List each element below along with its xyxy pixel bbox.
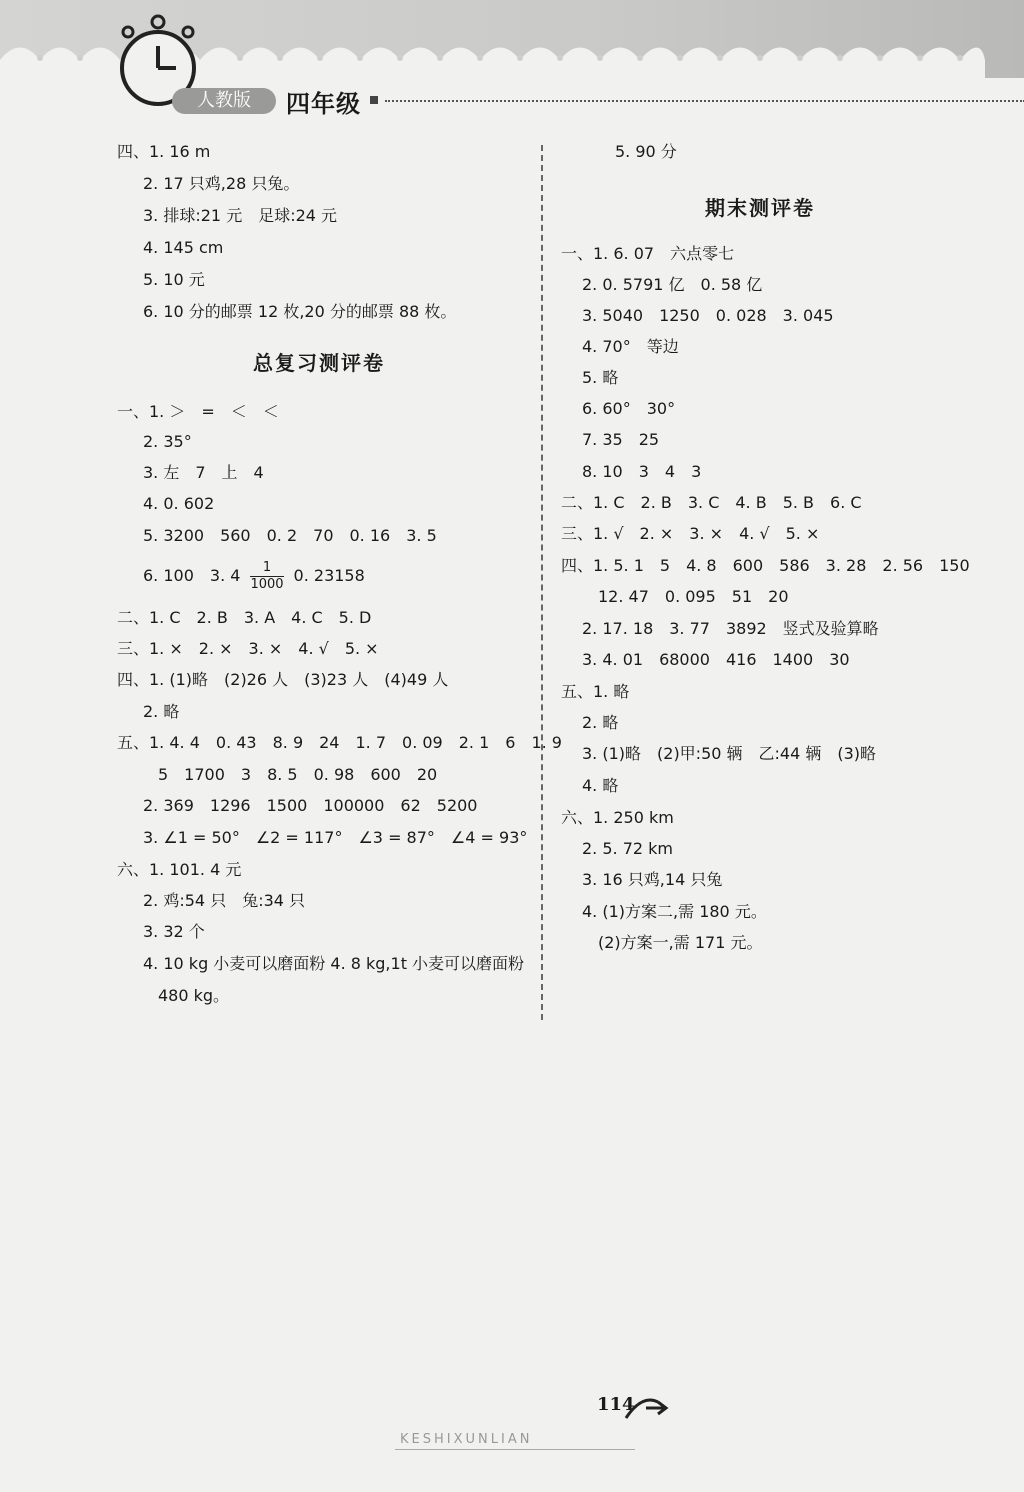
answer-line: 一、1. 6. 07 六点零七 [561, 244, 735, 263]
grade-label: 四年级 [286, 89, 361, 118]
answer-line: 2. 369 1296 1500 100000 62 5200 [143, 796, 478, 815]
answer-line: 5. 10 元 [143, 270, 205, 289]
section-title: 总复习测评卷 [253, 351, 385, 375]
answer-line-fraction [143, 559, 365, 593]
answer-line: 六、1. 101. 4 元 [117, 860, 242, 879]
answer-line: 2. 17. 18 3. 77 3892 竖式及验算略 [582, 619, 879, 638]
answer-line: 3. 左 7 上 4 [143, 463, 264, 482]
answer-line: 四、1. (1)略 (2)26 人 (3)23 人 (4)49 人 [117, 670, 449, 689]
answer-line: 五、1. 4. 4 0. 43 8. 9 24 1. 7 0. 09 2. 1 6 1. 9 [117, 733, 562, 752]
answer-line: 4. 0. 602 [143, 494, 215, 513]
answer-line: 3. ∠1 = 50° ∠2 = 117° ∠3 = 87° ∠4 = 93° [143, 828, 528, 847]
page-arrow-icon [622, 1392, 670, 1422]
answer-line: (2)方案一,需 171 元。 [598, 933, 763, 952]
answer-line: 2. 35° [143, 432, 192, 451]
answer-line: 六、1. 250 km [561, 808, 674, 827]
answer-line: 2. 0. 5791 亿 0. 58 亿 [582, 275, 763, 294]
answer-line: 480 kg。 [158, 986, 230, 1005]
answer-line: 4. 略 [582, 776, 619, 795]
answer-line: 3. 5040 1250 0. 028 3. 045 [582, 306, 834, 325]
answer-line: 4. 145 cm [143, 238, 224, 257]
answer-line: 3. 4. 01 68000 416 1400 30 [582, 650, 850, 669]
answer-line: 二、1. C 2. B 3. C 4. B 5. B 6. C [561, 493, 862, 512]
answer-line: 三、1. √ 2. × 3. × 4. √ 5. × [561, 524, 820, 543]
answer-line: 3. 排球:21 元 足球:24 元 [143, 206, 338, 225]
fraction-denominator: 1000 [250, 577, 284, 592]
answer-line: 12. 47 0. 095 51 20 [598, 587, 789, 606]
grade-marker [370, 96, 378, 104]
answer-line: 一、1. ＞ = ＜ ＜ [117, 402, 279, 421]
fraction-numerator: 1 [262, 560, 272, 575]
answer-line: 2. 略 [143, 702, 180, 721]
answer-line: 5. 90 分 [615, 142, 677, 161]
header-dotted-rule [385, 100, 1024, 102]
answer-line: 8. 10 3 4 3 [582, 462, 702, 481]
answer-line: 2. 5. 72 km [582, 839, 673, 858]
fraction [250, 560, 283, 593]
answer-line: 2. 17 只鸡,28 只兔。 [143, 174, 300, 193]
footer-series-text: KESHIXUNLIAN [400, 1432, 533, 1447]
answer-line: 4. 10 kg 小麦可以磨面粉 4. 8 kg,1t 小麦可以磨面粉 [143, 954, 525, 973]
answer-text: 6. 100 3. 4 [143, 566, 241, 585]
answer-line: 4. (1)方案二,需 180 元。 [582, 902, 767, 921]
answer-text: 0. 23158 [293, 566, 365, 585]
answer-line: 三、1. × 2. × 3. × 4. √ 5. × [117, 639, 379, 658]
answer-line: 6. 10 分的邮票 12 枚,20 分的邮票 88 枚。 [143, 302, 457, 321]
answer-line: 6. 60° 30° [582, 399, 676, 418]
answer-line: 5 1700 3 8. 5 0. 98 600 20 [158, 765, 438, 784]
answer-line: 5. 略 [582, 368, 619, 387]
answer-line: 四、1. 5. 1 5 4. 8 600 586 3. 28 2. 56 150 [561, 556, 970, 575]
edition-badge: 人教版 [172, 88, 276, 114]
answer-line: 2. 鸡:54 只 兔:34 只 [143, 891, 306, 910]
column-divider [541, 145, 543, 1020]
answer-line: 7. 35 25 [582, 430, 660, 449]
answer-line: 二、1. C 2. B 3. A 4. C 5. D [117, 608, 372, 627]
answer-line: 2. 略 [582, 713, 619, 732]
footer-rule [395, 1449, 635, 1450]
answer-line: 3. 32 个 [143, 922, 205, 941]
page-number: 114 [597, 1394, 635, 1415]
answer-line: 五、1. 略 [561, 682, 630, 701]
answer-line: 3. 16 只鸡,14 只兔 [582, 870, 723, 889]
answer-line: 四、1. 16 m [117, 142, 211, 161]
section-title: 期末测评卷 [705, 196, 815, 220]
answer-line: 3. (1)略 (2)甲:50 辆 乙:44 辆 (3)略 [582, 744, 877, 763]
answer-line: 5. 3200 560 0. 2 70 0. 16 3. 5 [143, 526, 437, 545]
answer-line: 4. 70° 等边 [582, 337, 679, 356]
